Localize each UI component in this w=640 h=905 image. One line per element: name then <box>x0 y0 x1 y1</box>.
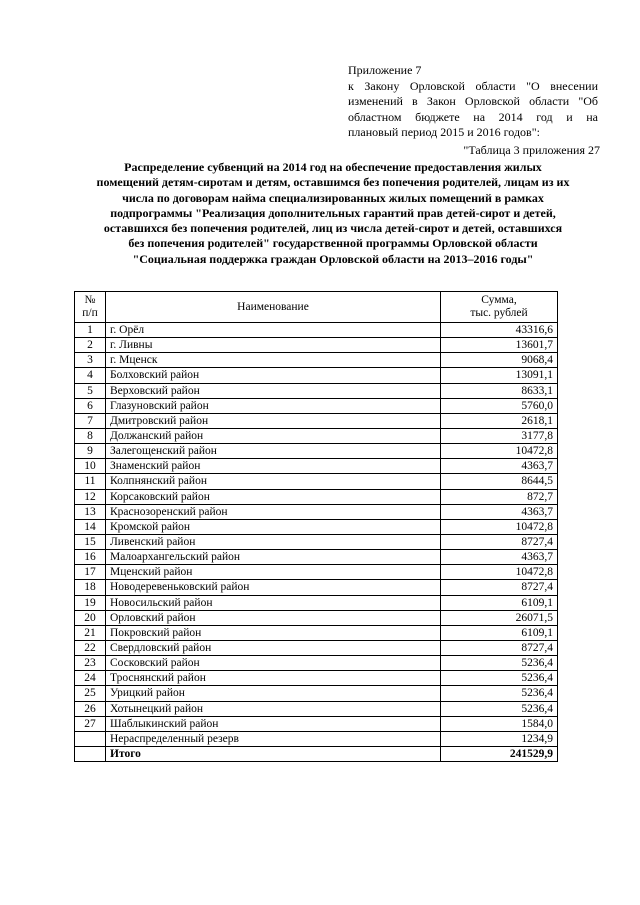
table-row <box>75 701 558 716</box>
row-name: Мценский район <box>106 565 441 580</box>
row-name: Урицкий район <box>106 686 441 701</box>
row-number: 26 <box>75 701 106 716</box>
row-sum: 1234,9 <box>441 731 558 746</box>
row-name: Троснянский район <box>106 671 441 686</box>
table-row <box>75 610 558 625</box>
row-sum: 872,7 <box>441 489 558 504</box>
row-name: Хотынецкий район <box>106 701 441 716</box>
row-number: 3 <box>75 353 106 368</box>
row-number: 24 <box>75 671 106 686</box>
table-row <box>75 686 558 701</box>
appendix-line: изменений в Закон Орловской области "Об <box>348 94 598 108</box>
total-number-cell <box>75 746 106 761</box>
row-sum: 4363,7 <box>441 550 558 565</box>
row-name: Колпнянский район <box>106 474 441 489</box>
appendix-line: плановый период 2015 и 2016 годов": <box>348 125 540 139</box>
appendix-line: Приложение 7 <box>348 63 422 77</box>
header-name: Наименование <box>106 292 441 323</box>
row-number: 19 <box>75 595 106 610</box>
row-number: 27 <box>75 716 106 731</box>
row-name: г. Орёл <box>106 323 441 338</box>
row-sum: 8633,1 <box>441 383 558 398</box>
table-row <box>75 383 558 398</box>
row-name: Кромской район <box>106 519 441 534</box>
row-sum: 9068,4 <box>441 353 558 368</box>
row-sum: 13091,1 <box>441 368 558 383</box>
row-name: Покровский район <box>106 625 441 640</box>
row-number: 6 <box>75 398 106 413</box>
row-number: 12 <box>75 489 106 504</box>
row-name: Малоархангельский район <box>106 550 441 565</box>
appendix-line: к Закону Орловской области "О внесении <box>348 78 598 93</box>
row-name: г. Мценск <box>106 353 441 368</box>
row-number: 14 <box>75 519 106 534</box>
table-row <box>75 338 558 353</box>
row-name: Должанский район <box>106 428 441 443</box>
row-name: Знаменский район <box>106 459 441 474</box>
row-name: г. Ливны <box>106 338 441 353</box>
header-number <box>75 292 106 323</box>
row-sum: 5236,4 <box>441 656 558 671</box>
row-sum: 13601,7 <box>441 338 558 353</box>
total-sum: 241529,9 <box>441 746 558 761</box>
row-sum: 8644,5 <box>441 474 558 489</box>
table-row <box>75 716 558 731</box>
row-name: Орловский район <box>106 610 441 625</box>
appendix-header <box>348 63 598 141</box>
row-sum: 1584,0 <box>441 716 558 731</box>
table-row <box>75 353 558 368</box>
row-sum: 5236,4 <box>441 686 558 701</box>
table-row <box>75 580 558 595</box>
row-number: 7 <box>75 413 106 428</box>
table-row <box>75 398 558 413</box>
table-row <box>75 504 558 519</box>
row-sum: 6109,1 <box>441 625 558 640</box>
row-number: 13 <box>75 504 106 519</box>
row-sum: 4363,7 <box>441 504 558 519</box>
row-name: Новосильский район <box>106 595 441 610</box>
table-row <box>75 625 558 640</box>
row-name: Ливенский район <box>106 534 441 549</box>
row-name: Краснозоренский район <box>106 504 441 519</box>
row-sum: 8727,4 <box>441 640 558 655</box>
subsidy-table <box>74 291 558 762</box>
row-number <box>75 731 106 746</box>
total-label: Итого <box>106 746 441 761</box>
row-sum: 6109,1 <box>441 595 558 610</box>
row-number: 22 <box>75 640 106 655</box>
row-name: Нераспределенный резерв <box>106 731 441 746</box>
row-name: Корсаковский район <box>106 489 441 504</box>
document-title: Распределение субвенций на 2014 год на обеспечение предоставления жилых помещений детям-сиротам и детям, оставшимся без попечения родителей, лицам из их числа по договорам найма специализированных жилых помещений в рамках подпрограммы "Реализация дополнительных гарантий прав детей-сирот и детей, оставшихся без попечения родителей, лиц из числа детей-сирот и детей, оставшихся без попечения родителей" государственной программы Орловской области "Социальная поддержка граждан Орловской области на 2013–2016 годы" <box>96 160 570 266</box>
header-sum <box>441 292 558 323</box>
row-number: 25 <box>75 686 106 701</box>
table-row <box>75 534 558 549</box>
table-row <box>75 671 558 686</box>
table-row <box>75 565 558 580</box>
row-sum: 26071,5 <box>441 610 558 625</box>
row-number: 20 <box>75 610 106 625</box>
table-row <box>75 519 558 534</box>
row-name: Верховский район <box>106 383 441 398</box>
row-name: Дмитровский район <box>106 413 441 428</box>
header-number-line1: № <box>84 294 96 306</box>
row-sum: 8727,4 <box>441 534 558 549</box>
table-row <box>75 595 558 610</box>
row-name: Глазуновский район <box>106 398 441 413</box>
table-row <box>75 459 558 474</box>
row-name: Сосковский район <box>106 656 441 671</box>
row-sum: 43316,6 <box>441 323 558 338</box>
table-row <box>75 323 558 338</box>
row-number: 16 <box>75 550 106 565</box>
row-name: Болховский район <box>106 368 441 383</box>
header-number-line2: п/п <box>82 307 98 319</box>
row-number: 15 <box>75 534 106 549</box>
row-number: 23 <box>75 656 106 671</box>
row-sum: 2618,1 <box>441 413 558 428</box>
table-row <box>75 413 558 428</box>
appendix-line: областном бюджете на 2014 год и на <box>348 109 598 124</box>
row-number: 10 <box>75 459 106 474</box>
row-name: Новодеревеньковский район <box>106 580 441 595</box>
total-row <box>75 746 558 761</box>
table-row <box>75 640 558 655</box>
table-reference: "Таблица 3 приложения 27 <box>463 143 600 157</box>
table-row <box>75 368 558 383</box>
row-number: 21 <box>75 625 106 640</box>
header-sum-line2: тыс. рублей <box>470 307 528 319</box>
row-sum: 5236,4 <box>441 671 558 686</box>
table-row <box>75 489 558 504</box>
row-sum: 10472,8 <box>441 519 558 534</box>
row-number: 11 <box>75 474 106 489</box>
row-name: Свердловский район <box>106 640 441 655</box>
row-sum: 3177,8 <box>441 428 558 443</box>
table-row <box>75 428 558 443</box>
row-number: 9 <box>75 444 106 459</box>
header-sum-line1: Сумма, <box>481 294 517 306</box>
row-number: 1 <box>75 323 106 338</box>
row-number: 5 <box>75 383 106 398</box>
row-number: 2 <box>75 338 106 353</box>
row-name: Залегощенский район <box>106 444 441 459</box>
row-sum: 4363,7 <box>441 459 558 474</box>
row-number: 4 <box>75 368 106 383</box>
table-row <box>75 731 558 746</box>
table-header-row <box>75 292 558 323</box>
table-row <box>75 474 558 489</box>
row-sum: 5236,4 <box>441 701 558 716</box>
row-number: 17 <box>75 565 106 580</box>
table-row <box>75 550 558 565</box>
row-sum: 8727,4 <box>441 580 558 595</box>
table-row <box>75 656 558 671</box>
row-number: 18 <box>75 580 106 595</box>
row-sum: 10472,8 <box>441 565 558 580</box>
row-sum: 5760,0 <box>441 398 558 413</box>
table-row <box>75 444 558 459</box>
row-name: Шаблыкинский район <box>106 716 441 731</box>
row-sum: 10472,8 <box>441 444 558 459</box>
row-number: 8 <box>75 428 106 443</box>
